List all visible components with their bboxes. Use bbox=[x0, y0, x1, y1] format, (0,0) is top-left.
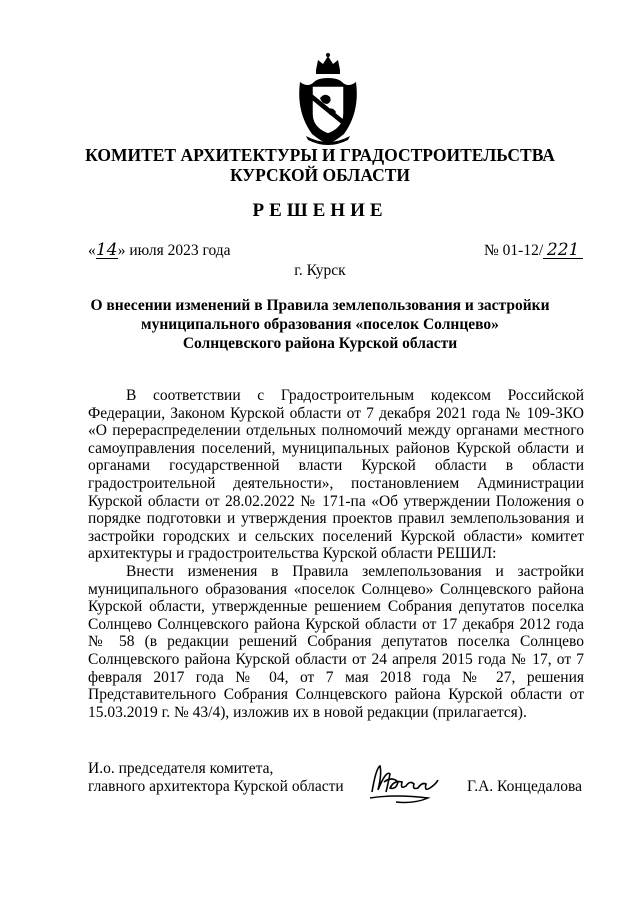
date-open-quote: « bbox=[88, 242, 96, 259]
document-type-title: РЕШЕНИЕ bbox=[252, 200, 388, 221]
number-handwritten: 221 bbox=[543, 242, 583, 259]
subject-line3: Солнцевского района Курской области bbox=[182, 335, 458, 352]
signatory-title bbox=[88, 760, 344, 796]
date-day-handwritten: 14 bbox=[95, 240, 118, 260]
document-city: г. Курск bbox=[294, 262, 346, 279]
handwritten-signature-icon bbox=[366, 760, 442, 806]
document-body bbox=[88, 387, 584, 721]
document-subject bbox=[0, 296, 640, 353]
signer-name: Г.А. Концедалова bbox=[467, 778, 582, 795]
signatory-title-line1: И.о. председателя комитета, bbox=[88, 760, 274, 777]
document-date bbox=[88, 242, 231, 260]
body-paragraph-1: В соответствии с Градостроительным кодексом Российской Федерации, Законом Курской области от 7 декабря 2021 года № 109-ЗКО «О перераспределении отдельных полномочий между органами местного самоуправления поселений, муниципальных районов Курской области и органами государственной власти Курской области в области градостроительной деятельности», постановлением Администрации Курской области от 28.02.2022 № 171-па «Об утверждении Положения о порядке подготовки и утверждения проектов правил землепользования и застройки городских и сельских поселений Курской области» комитет архитектуры и градостроительства Курской области РЕШИЛ: bbox=[88, 387, 584, 563]
subject-line2: муниципального образования «поселок Солнцево» bbox=[141, 316, 499, 333]
organization-name-line2: КУРСКОЙ ОБЛАСТИ bbox=[229, 165, 411, 185]
subject-line1: О внесении изменений в Правила землепользования и застройки bbox=[90, 297, 550, 314]
date-month-year: » июля 2023 года bbox=[117, 242, 231, 259]
signatory-title-line2: главного архитектора Курской области bbox=[88, 778, 344, 795]
document-number bbox=[484, 242, 583, 260]
organization-name-line1: КОМИТЕТ АРХИТЕКТУРЫ И ГРАДОСТРОИТЕЛЬСТВА bbox=[85, 145, 555, 165]
number-prefix: № 01-12/ bbox=[484, 242, 544, 259]
coat-of-arms-icon bbox=[292, 52, 364, 146]
body-paragraph-2: Внести изменения в Правила землепользования и застройки муниципального образования «поселок Солнцево» Солнцевского района Курской области, утвержденные решением Собрания депутатов поселка Солнцево Солнцевского района Курской области от 17 декабря 2012 года № 58 (в редакции решений Собрания депутатов поселка Солнцево Солнцевского района Курской области от 24 апреля 2015 года № 17, от 7 февраля 2017 года № 04, от 7 мая 2018 года № 27, решения Представительного Собрания Солнцевского района Курской области от 15.03.2019 г. № 43/4), изложив их в новой редакции (прилагается). bbox=[88, 562, 584, 721]
